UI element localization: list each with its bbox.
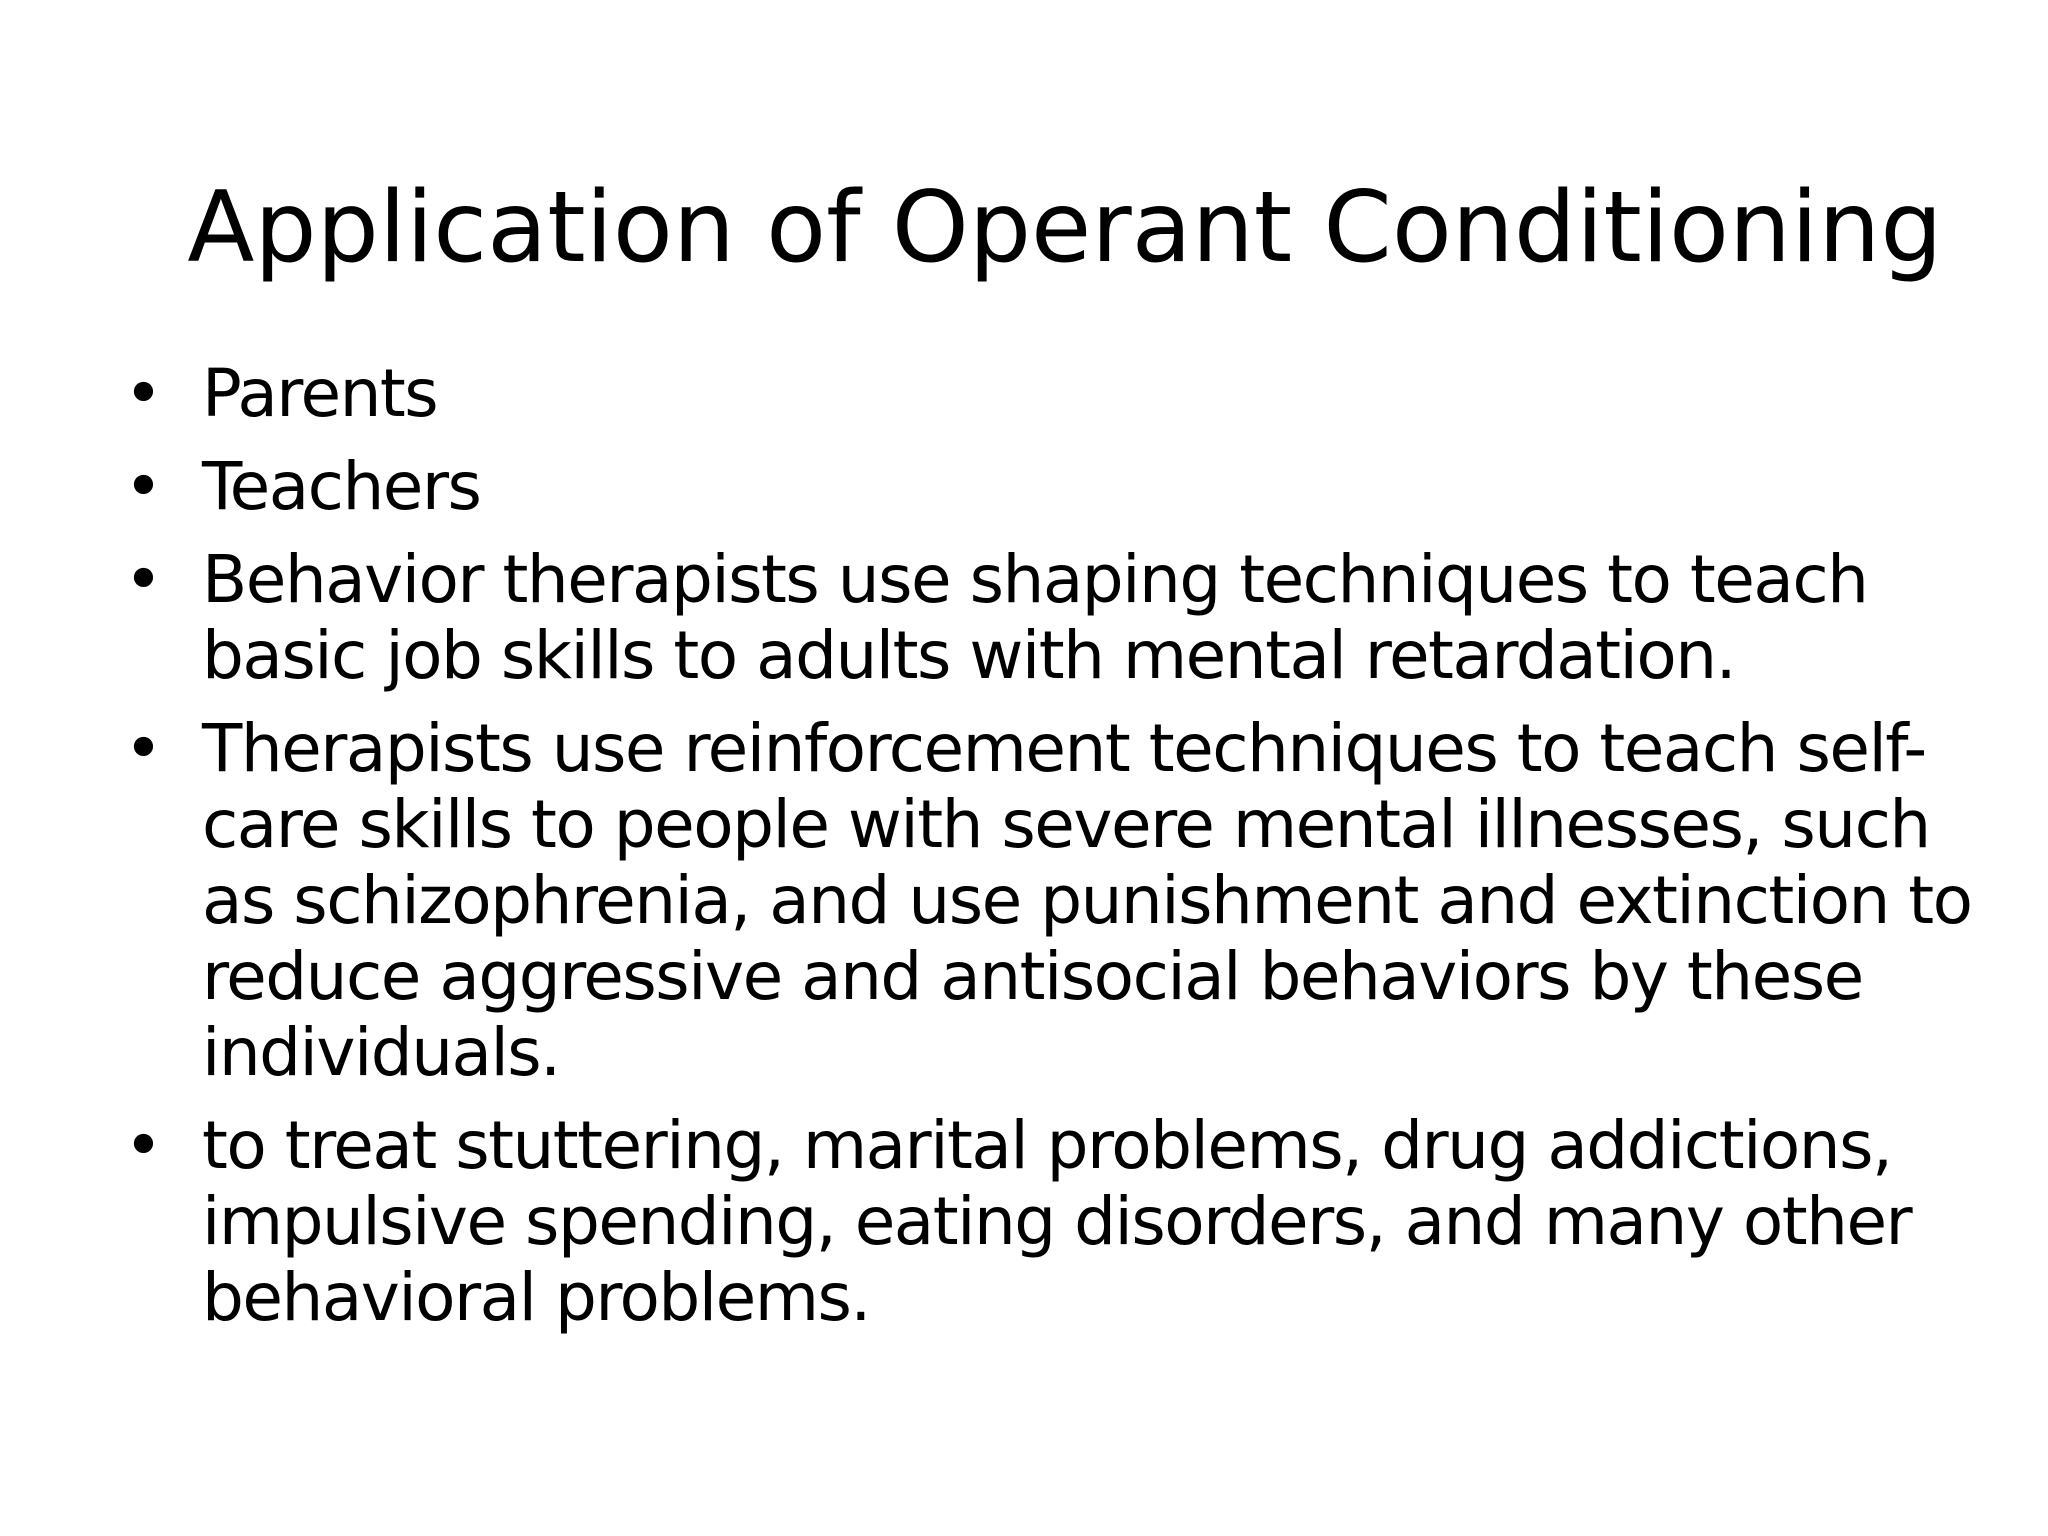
bullet-item-parents (124, 356, 1974, 432)
bullet-item-therapists-reinforcement (124, 711, 1974, 1091)
bullet-dot-icon: • (124, 355, 163, 432)
bullet-dot-icon: • (124, 448, 163, 525)
bullet-dot-icon: • (124, 1107, 163, 1184)
bullet-text: Behavior therapists use shaping techniques to teach basic job skills to adults with mental retardation. (202, 541, 1868, 694)
bullet-text: to treat stuttering, marital problems, drug addictions, impulsive spending, eating disorders, and many other behavioral problems. (202, 1107, 1912, 1336)
slide-title: Application of Operant Conditioning (187, 171, 1943, 285)
bullet-text: Teachers (202, 448, 481, 525)
bullet-item-teachers (124, 449, 1974, 525)
bullet-text: Parents (202, 355, 438, 432)
bullet-dot-icon: • (124, 541, 163, 618)
bullet-item-behavior-therapists (124, 542, 1974, 694)
bullet-text: Therapists use reinforcement techniques to teach self-care skills to people with severe mental illnesses, such as schizophrenia, and use punishment and extinction to reduce aggressive and antisocial behaviors by these individuals. (202, 710, 1972, 1091)
bullet-dot-icon: • (124, 710, 163, 787)
bullet-item-treat-problems (124, 1108, 1974, 1336)
bullet-list (124, 356, 1974, 1353)
